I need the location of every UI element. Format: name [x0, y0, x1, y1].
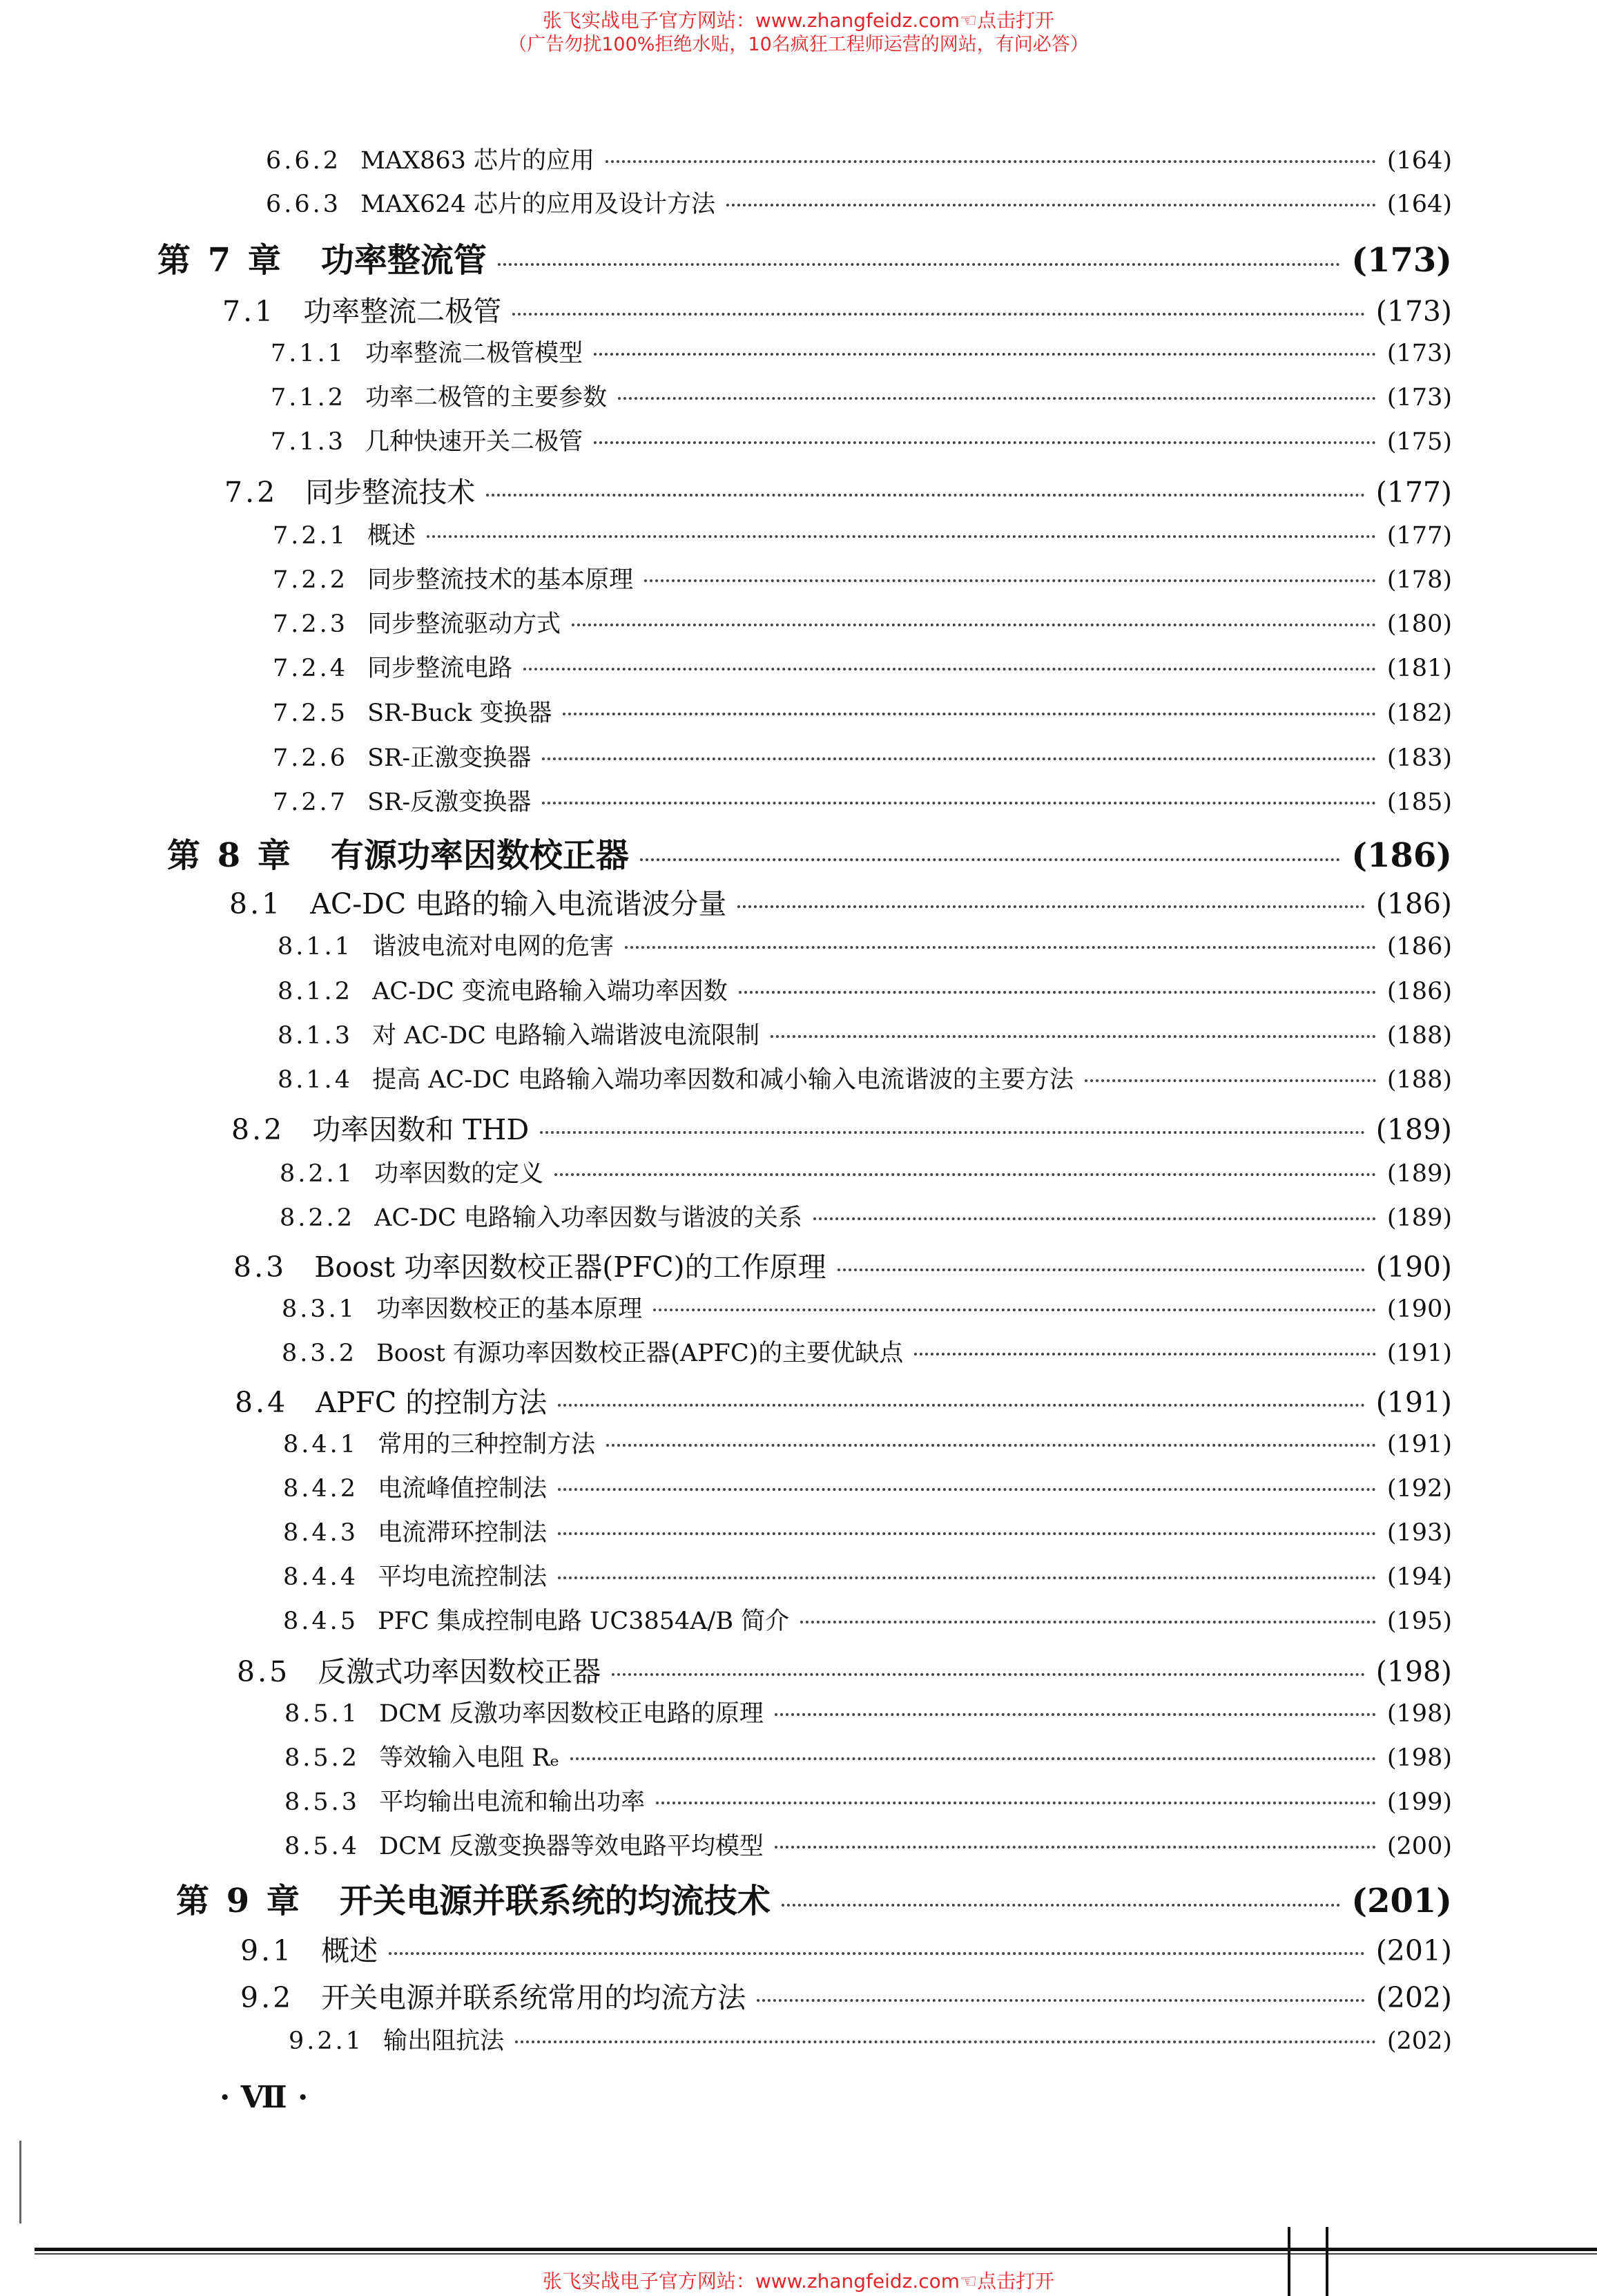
toc-page: (173): [1386, 384, 1452, 412]
toc-leader: [606, 1444, 1376, 1447]
toc-leader: [726, 204, 1376, 206]
toc-leader: [540, 1131, 1365, 1134]
toc-page: (189): [1375, 1113, 1452, 1146]
toc-title: MAX624 芯片的应用及设计方法: [360, 191, 716, 218]
toc-title: 对 AC-DC 电路输入端谐波电流限制: [372, 1022, 760, 1050]
toc-page: (173): [1351, 241, 1452, 280]
top-banner-link[interactable]: 张飞实战电子官方网站：www.zhangfeidz.com☜点击打开: [542, 9, 1055, 32]
toc-title: 同步整流技术的基本原理: [367, 566, 634, 594]
toc-number: 9.2.1: [289, 2027, 365, 2055]
toc-title: 开关电源并联系统的均流技术: [339, 1882, 771, 1920]
toc-section-8-3[interactable]: [233, 1244, 1452, 1285]
toc-section-7-1[interactable]: [222, 289, 1452, 329]
toc-leader: [800, 1621, 1376, 1623]
toc-leader: [739, 991, 1376, 994]
toc-entry-8-4-2[interactable]: [283, 1469, 1452, 1504]
toc-number: 7.2.3: [273, 610, 349, 638]
toc-entry-8-2-1[interactable]: [280, 1155, 1452, 1189]
toc-page: (186): [1351, 836, 1452, 875]
toc-section-8-4[interactable]: [235, 1380, 1452, 1420]
toc-leader: [838, 1268, 1365, 1271]
toc-title: MAX863 芯片的应用: [360, 147, 595, 175]
toc-title: 功率整流二极管模型: [365, 340, 583, 367]
toc-leader: [782, 1904, 1341, 1907]
toc-title: DCM 反激变换器等效电路平均模型: [379, 1833, 764, 1860]
toc-number: 第 9 章: [176, 1882, 302, 1920]
toc-chapter-8[interactable]: [167, 829, 1452, 876]
toc-entry-7-2-1[interactable]: [273, 517, 1452, 551]
toc-title: AC-DC 变流电路输入端功率因数: [372, 978, 728, 1005]
toc-entry-8-4-3[interactable]: [283, 1514, 1452, 1548]
toc-number: 8.1.2: [278, 978, 354, 1005]
toc-number: 8.4.1: [283, 1431, 359, 1458]
toc-number: 7.1.1: [271, 340, 347, 367]
toc-number: 8.1.4: [278, 1066, 354, 1094]
toc-title: 常用的三种控制方法: [378, 1431, 596, 1458]
toc-title: SR-正激变换器: [367, 744, 532, 772]
toc-number: 第 7 章: [157, 241, 284, 280]
toc-number: 8.5.4: [284, 1833, 360, 1860]
toc-title: 功率因数校正的基本原理: [376, 1295, 643, 1323]
toc-leader: [542, 802, 1376, 804]
toc-entry-8-5-1[interactable]: [284, 1695, 1452, 1729]
toc-entry-8-1-2[interactable]: [278, 972, 1452, 1007]
toc-entry-8-4-4[interactable]: [283, 1558, 1452, 1592]
toc-title: Boost 功率因数校正器(PFC)的工作原理: [314, 1251, 826, 1284]
toc-number: 6.6.2: [266, 147, 342, 175]
toc-title: AC-DC 电路的输入电流谐波分量: [310, 887, 727, 920]
toc-entry-7-2-5[interactable]: [273, 694, 1452, 729]
toc-number: 6.6.3: [266, 191, 342, 218]
toc-page: (164): [1386, 191, 1452, 218]
toc-entry-6-6-2[interactable]: [266, 142, 1452, 176]
toc-page: (191): [1375, 1386, 1452, 1419]
toc-number: 7.2.7: [273, 789, 349, 816]
toc-section-7-2[interactable]: [224, 470, 1452, 510]
toc-leader: [594, 441, 1376, 444]
toc-number: 7.2: [224, 476, 278, 509]
toc-leader: [737, 905, 1364, 908]
toc-number: 7.1.2: [271, 384, 347, 412]
toc-page: (192): [1386, 1475, 1452, 1503]
toc-title: 平均电流控制法: [378, 1563, 548, 1591]
toc-entry-8-2-2[interactable]: [280, 1199, 1452, 1233]
toc-number: 9.1: [240, 1934, 294, 1967]
toc-chapter-9[interactable]: [176, 1874, 1452, 1922]
toc-title: 谐波电流对电网的危害: [372, 933, 614, 961]
toc-section-9-1[interactable]: [240, 1928, 1452, 1969]
toc-number: 8.2: [231, 1113, 285, 1146]
toc-page: (181): [1386, 655, 1452, 682]
toc-number: 7.2.5: [273, 700, 349, 727]
toc-number: 8.3.2: [282, 1340, 358, 1367]
toc-page: (186): [1386, 978, 1452, 1005]
toc-leader: [612, 1673, 1365, 1676]
toc-page: (191): [1386, 1431, 1452, 1458]
toc-leader: [775, 1846, 1376, 1849]
toc-page: (185): [1386, 789, 1452, 816]
toc-title: APFC 的控制方法: [316, 1386, 548, 1419]
toc-entry-8-4-5[interactable]: [283, 1602, 1452, 1637]
toc-page: (189): [1386, 1160, 1452, 1188]
toc-section-8-1[interactable]: [229, 881, 1452, 922]
toc-page: (173): [1375, 295, 1452, 328]
toc-number: 8.3: [233, 1251, 287, 1284]
toc-leader: [640, 858, 1341, 861]
toc-page: (202): [1375, 1981, 1452, 2014]
toc-page: (198): [1386, 1700, 1452, 1728]
toc-leader: [914, 1353, 1376, 1356]
toc-title: 功率整流管: [320, 241, 487, 280]
toc-page: (202): [1386, 2027, 1452, 2055]
toc-title: 同步整流电路: [367, 655, 513, 682]
toc-title: SR-反激变换器: [367, 789, 532, 816]
toc-leader: [523, 668, 1376, 671]
toc-section-8-5[interactable]: [237, 1649, 1452, 1690]
toc-number: 8.4.2: [283, 1475, 359, 1503]
bottom-rule-thin: [35, 2253, 1597, 2255]
toc-page: (193): [1386, 1519, 1452, 1547]
toc-leader: [1085, 1079, 1376, 1082]
toc-title: 输出阻抗法: [383, 2027, 505, 2055]
toc-title: 有源功率因数校正器: [330, 836, 629, 875]
toc-number: 8.4.5: [283, 1608, 359, 1635]
toc-title: Boost 有源功率因数校正器(APFC)的主要优缺点: [376, 1340, 904, 1367]
page-number: · Ⅶ ·: [220, 2080, 309, 2115]
toc-number: 第 8 章: [167, 836, 293, 875]
toc-page: (199): [1386, 1788, 1452, 1816]
toc-entry-7-2-4[interactable]: [273, 649, 1452, 684]
toc-leader: [656, 1802, 1376, 1804]
toc-title: 功率因数和 THD: [312, 1113, 530, 1146]
toc-number: 8.4: [235, 1386, 289, 1419]
toc-entry-7-2-6[interactable]: [273, 739, 1452, 773]
toc-leader: [813, 1217, 1376, 1220]
toc-title: 同步整流驱动方式: [367, 610, 561, 638]
toc-number: 7.2.2: [273, 566, 349, 594]
toc-number: 8.1.3: [278, 1022, 354, 1050]
toc-page: (190): [1386, 1295, 1452, 1323]
toc-page: (186): [1375, 887, 1452, 920]
toc-entry-8-5-2[interactable]: [284, 1739, 1452, 1773]
toc-number: 7.2.4: [273, 655, 349, 682]
toc-title: 功率整流二极管: [303, 295, 502, 328]
scan-edge-mark: [19, 2141, 21, 2223]
toc-title: 概述: [367, 522, 416, 550]
toc-page: (194): [1386, 1563, 1452, 1591]
toc-entry-7-1-3[interactable]: [271, 423, 1452, 457]
toc-page: (180): [1386, 610, 1452, 638]
toc-title: 同步整流技术: [305, 476, 476, 509]
toc-leader: [570, 1757, 1376, 1760]
toc-leader: [606, 160, 1376, 163]
toc-chapter-7[interactable]: [157, 233, 1452, 281]
toc-number: 8.5.1: [284, 1700, 360, 1728]
toc-page: (188): [1386, 1066, 1452, 1094]
toc-entry-8-3-2[interactable]: [282, 1334, 1452, 1369]
toc-leader: [572, 624, 1376, 626]
toc-number: 8.5.2: [284, 1744, 360, 1772]
toc-number: 8.4.3: [283, 1519, 359, 1547]
toc-page: (195): [1386, 1608, 1452, 1635]
toc-entry-9-2-1[interactable]: [289, 2022, 1452, 2056]
toc-page: (189): [1386, 1204, 1452, 1232]
toc-leader: [427, 535, 1376, 538]
toc-page: (201): [1375, 1934, 1452, 1967]
toc-number: 7.2.6: [273, 744, 349, 772]
toc-page: (188): [1386, 1022, 1452, 1050]
toc-title: DCM 反激功率因数校正电路的原理: [379, 1700, 764, 1728]
toc-page: (198): [1375, 1655, 1452, 1688]
toc-page: (183): [1386, 744, 1452, 772]
toc-leader: [563, 713, 1375, 715]
toc-title: 概述: [321, 1934, 378, 1967]
toc-title: 平均输出电流和输出功率: [379, 1788, 646, 1816]
toc-entry-6-6-3[interactable]: [266, 185, 1452, 220]
toc-leader: [389, 1952, 1365, 1955]
toc-title: 电流滞环控制法: [378, 1519, 548, 1547]
toc-entry-7-1-1[interactable]: [271, 334, 1452, 369]
toc-number: 8.3.1: [282, 1295, 358, 1323]
bottom-banner-link[interactable]: 张飞实战电子官方网站：www.zhangfeidz.com☜点击打开: [542, 2270, 1055, 2293]
toc-entry-8-1-4[interactable]: [278, 1061, 1452, 1095]
toc-section-8-2[interactable]: [231, 1107, 1452, 1148]
toc-leader: [558, 1404, 1364, 1407]
toc-entry-8-1-3[interactable]: [278, 1016, 1452, 1051]
toc-leader: [625, 946, 1376, 949]
toc-leader: [775, 1713, 1376, 1716]
toc-leader: [644, 579, 1376, 582]
toc-page: (177): [1386, 522, 1452, 550]
toc-title: 电流峰值控制法: [378, 1475, 548, 1503]
toc-number: 7.1.3: [271, 428, 347, 456]
toc-title: AC-DC 电路输入功率因数与谐波的关系: [374, 1204, 802, 1232]
toc-section-9-2[interactable]: [240, 1975, 1452, 2016]
toc-page: (182): [1386, 700, 1452, 727]
toc-leader: [618, 397, 1376, 400]
toc-number: 8.1: [229, 887, 283, 920]
toc-number: 7.2.1: [273, 522, 349, 550]
toc-page: (177): [1375, 476, 1452, 509]
toc-title: SR-Buck 变换器: [367, 700, 552, 727]
toc-page: (164): [1386, 147, 1452, 175]
toc-entry-7-2-2[interactable]: [273, 561, 1452, 595]
toc-page: (200): [1386, 1833, 1452, 1860]
toc-number: 7.1: [222, 295, 276, 328]
toc-entry-8-1-1[interactable]: [278, 927, 1452, 962]
toc-leader: [558, 1576, 1376, 1579]
toc-page: (178): [1386, 566, 1452, 594]
toc-leader: [757, 1999, 1365, 2002]
toc-leader: [554, 1173, 1376, 1176]
toc-number: 8.5: [237, 1655, 291, 1688]
toc-page: (190): [1375, 1251, 1452, 1284]
toc-number: 8.2.2: [280, 1204, 356, 1232]
toc-leader: [558, 1488, 1376, 1491]
toc-entry-7-2-7[interactable]: [273, 783, 1452, 818]
toc-number: 8.4.4: [283, 1563, 359, 1591]
toc-leader: [515, 2041, 1376, 2043]
bottom-rule: [35, 2248, 1597, 2251]
toc-leader: [542, 758, 1376, 760]
toc-number: 8.2.1: [280, 1160, 356, 1188]
toc-leader: [594, 353, 1376, 356]
toc-leader: [512, 313, 1365, 316]
toc-page: (175): [1386, 428, 1452, 456]
toc-number: 8.5.3: [284, 1788, 360, 1816]
toc-title: 反激式功率因数校正器: [318, 1655, 601, 1688]
toc-leader: [771, 1035, 1376, 1038]
toc-entry-7-1-2[interactable]: [271, 378, 1452, 413]
toc-title: PFC 集成控制电路 UC3854A/B 简介: [378, 1608, 790, 1635]
toc-entry-8-5-4[interactable]: [284, 1827, 1452, 1862]
toc-title: 功率因数的定义: [374, 1160, 544, 1188]
toc-leader: [558, 1532, 1376, 1535]
toc-entry-7-2-3[interactable]: [273, 605, 1452, 639]
toc-page: (198): [1386, 1744, 1452, 1772]
toc-entry-8-5-3[interactable]: [284, 1783, 1452, 1817]
toc-leader: [486, 494, 1365, 496]
toc-title: 开关电源并联系统常用的均流方法: [321, 1981, 746, 2014]
toc-leader: [498, 263, 1341, 266]
toc-page: (173): [1386, 340, 1452, 367]
toc-title: 等效输入电阻 Rₑ: [379, 1744, 560, 1772]
toc-number: 9.2: [240, 1981, 294, 2014]
toc-leader: [653, 1309, 1376, 1311]
toc-title: 几种快速开关二极管: [365, 428, 583, 456]
toc-page: (186): [1386, 933, 1452, 961]
toc-page: (201): [1351, 1882, 1452, 1920]
toc-page: (191): [1386, 1340, 1452, 1367]
toc-title: 提高 AC-DC 电路输入端功率因数和减小输入电流谐波的主要方法: [372, 1066, 1074, 1094]
toc-entry-8-4-1[interactable]: [283, 1425, 1452, 1460]
toc-entry-8-3-1[interactable]: [282, 1290, 1452, 1324]
top-banner-notice: （广告勿扰100%拒绝水贴，10名疯狂工程师运营的网站，有问必答）: [508, 34, 1089, 55]
toc-number: 8.1.1: [278, 933, 354, 961]
toc-title: 功率二极管的主要参数: [365, 384, 608, 412]
